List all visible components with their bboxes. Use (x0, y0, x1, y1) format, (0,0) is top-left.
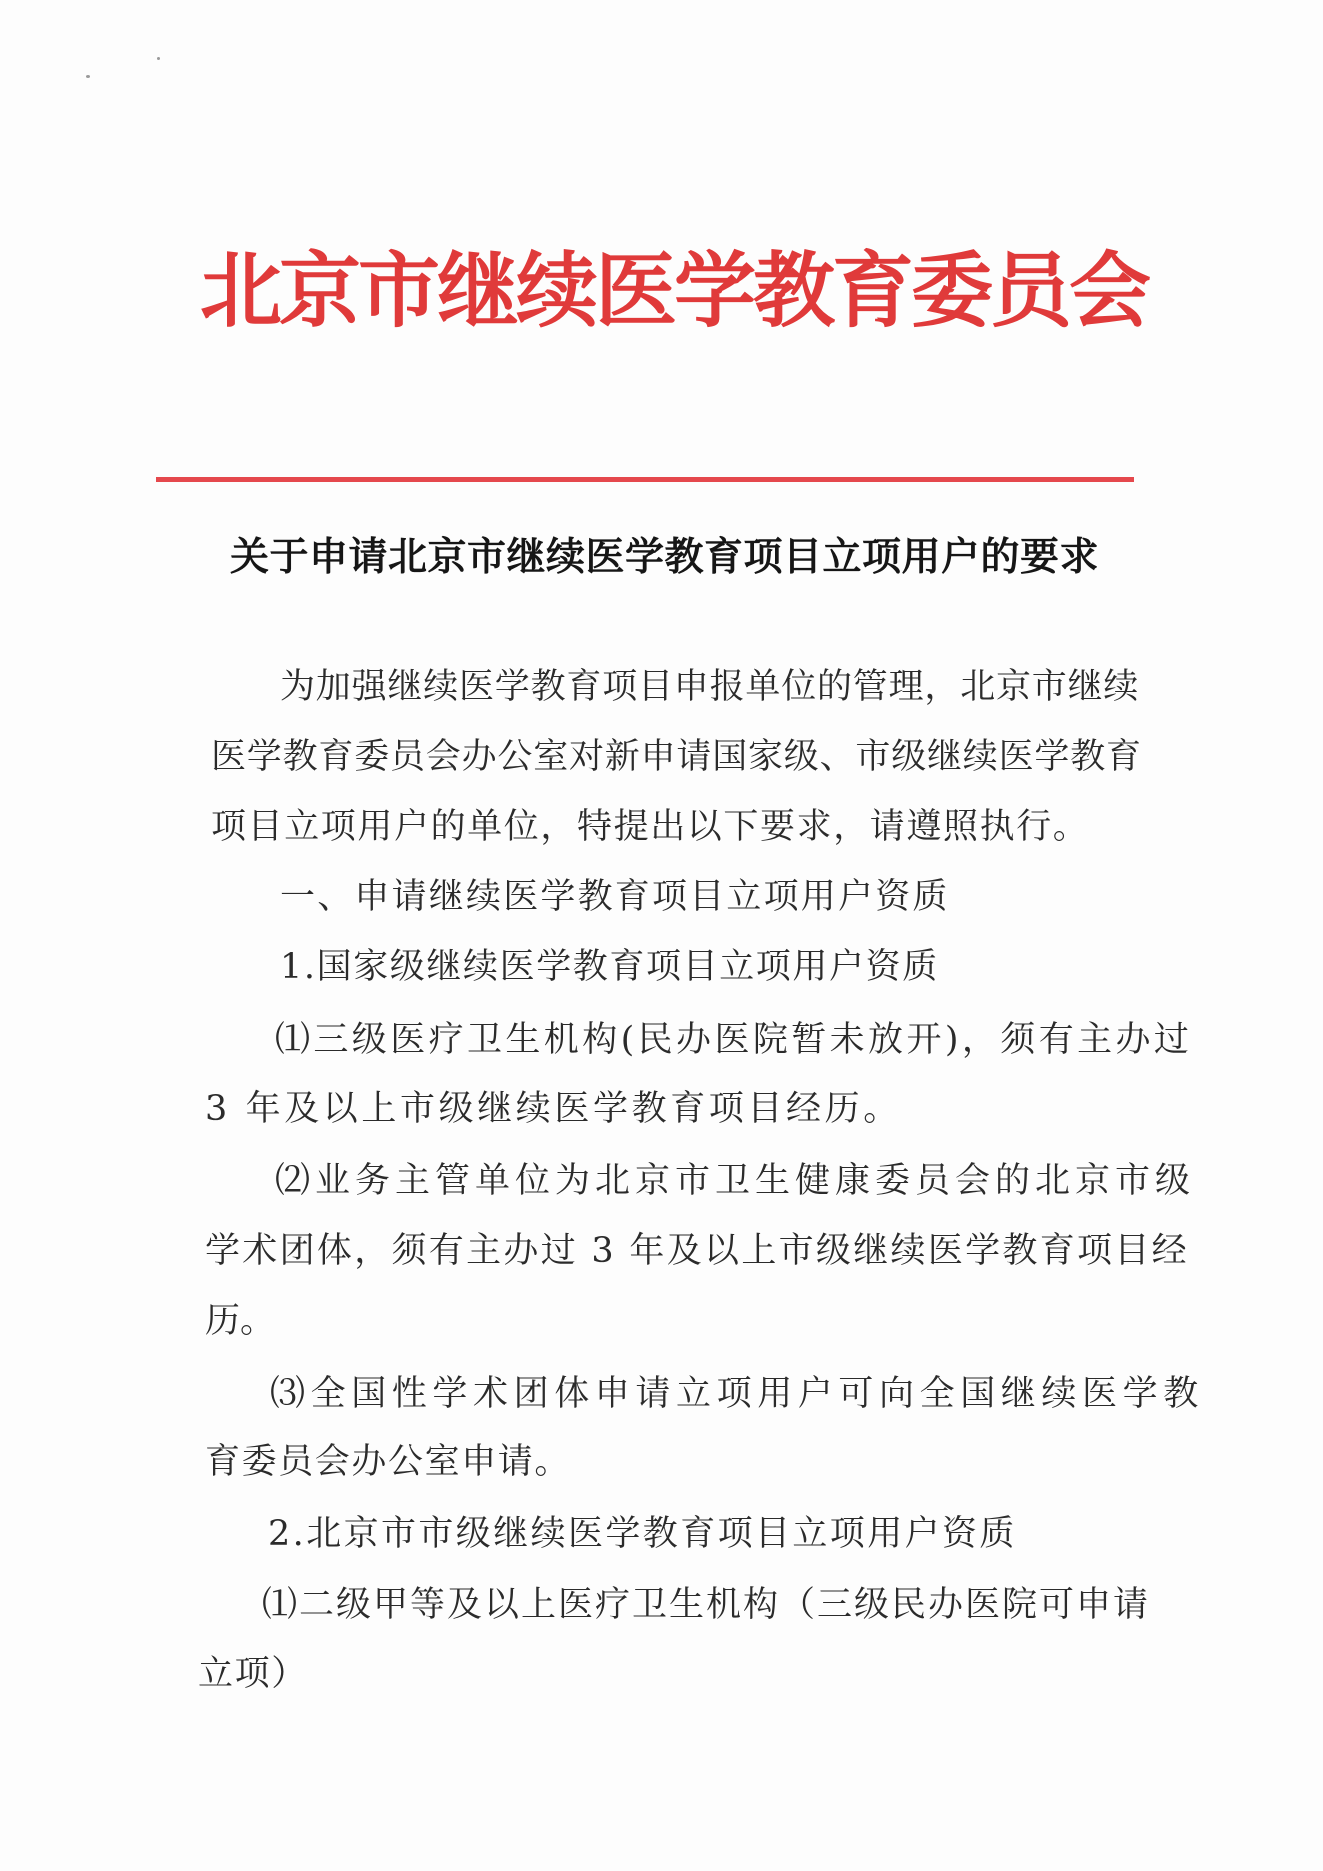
body-line: ⑶全国性学术团体申请立项用户可向全国继续医学教 (270, 1374, 1204, 1414)
body-line: 立项） (198, 1654, 308, 1694)
subsection-heading: 2.北京市市级继续医学教育项目立项用户资质 (268, 1514, 1017, 1554)
body-line: ⑵业务主管单位为北京市卫生健康委员会的北京市级 (275, 1161, 1196, 1201)
body-line: 历。 (205, 1301, 276, 1341)
body-line: 项目立项用户的单位，特提出以下要求，请遵照执行。 (211, 807, 1090, 847)
body-line: ⑴三级医疗卫生机构(民办医院暂未放开)，须有主办过 (275, 1020, 1193, 1060)
body-line: ⑴二级甲等及以上医疗卫生机构（三级民办医院可申请 (262, 1585, 1151, 1625)
body-line: 为加强继续医学教育项目申报单位的管理，北京市继续 (280, 667, 1140, 707)
body-line: 医学教育委员会办公室对新申请国家级、市级继续医学教育 (211, 737, 1142, 777)
scan-speck (157, 57, 160, 60)
body-line: 学术团体，须有主办过 3 年及以上市级继续医学教育项目经 (205, 1231, 1189, 1271)
body-line: 育委员会办公室申请。 (205, 1442, 572, 1482)
letterhead-red-rule (156, 477, 1134, 482)
letterhead-org-name: 北京市继续医学教育委员会 (200, 243, 1149, 339)
section-heading: 一、申请继续医学教育项目立项用户资质 (280, 877, 950, 917)
document-title: 关于申请北京市继续医学教育项目立项用户的要求 (230, 535, 1100, 580)
scan-speck (86, 75, 90, 78)
body-line: 3 年及以上市级继续医学教育项目经历。 (205, 1089, 902, 1129)
subsection-heading: 1.国家级继续医学教育项目立项用户资质 (280, 947, 939, 987)
